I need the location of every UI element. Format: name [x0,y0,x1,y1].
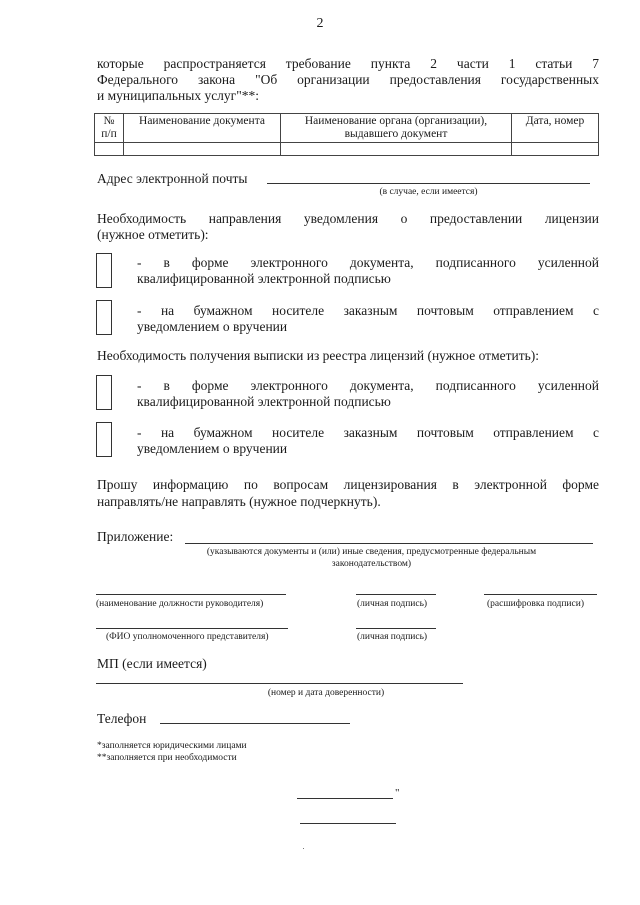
intro-line-1: которые распространяется требование пункта 2 части 1 статьи 7 [97,56,599,71]
email-field[interactable] [267,183,590,184]
table-row [95,143,599,156]
extract-title: Необходимость получения выписки из реестра лицензий (нужное отметить): [97,348,540,363]
head-position-field[interactable] [96,594,286,595]
table-header-cell: Дата, номер [512,114,599,143]
request-line-1: Прошу информацию по вопросам лицензирования в электронной форме [97,477,599,492]
notification-electronic-checkbox[interactable] [96,253,112,288]
footer-line-1 [297,798,393,799]
attachment-hint-line-2: законодательством) [331,559,412,569]
attachment-hint-line-1: (указываются документы и (или) иные сведения, предусмотренные федеральным [206,547,537,557]
table-cell[interactable] [281,143,512,156]
notification-title-line-1: Необходимость направления уведомления о предоставлении лицензии [97,211,599,226]
decoding-hint: (расшифровка подписи) [487,599,584,609]
footer-line-2 [300,823,396,824]
phone-field[interactable] [160,723,350,724]
table-header-cell: Наименование органа (организации), выдавшего документ [281,114,512,143]
representative-field[interactable] [96,628,288,629]
signature-field[interactable] [356,594,436,595]
stamp-label: МП (если имеется) [97,656,207,671]
phone-label: Телефон [97,711,147,726]
notification-option-1-line-2: квалифицированной электронной подписью [137,271,391,286]
signature-hint: (личная подпись) [357,599,428,609]
extract-option-2-line-1: - на бумажном носителе заказным почтовым отправлением с [137,425,599,440]
footnote-2: **заполняется при необходимости [97,753,237,763]
notification-title-line-2: (нужное отметить): [97,227,209,242]
footer-quote-mark: " [395,787,400,799]
extract-option-2-line-2: уведомлением о вручении [137,441,288,456]
extract-electronic-checkbox[interactable] [96,375,112,410]
attachment-field[interactable] [185,543,593,544]
table-header-cell: Наименование документа [124,114,281,143]
email-label: Адрес электронной почты [97,171,248,186]
table-cell[interactable] [124,143,281,156]
intro-line-2: Федерального закона "Об организации предоставления государственных [97,72,599,87]
notification-paper-checkbox[interactable] [96,300,112,335]
footnote-1: *заполняется юридическими лицами [97,741,247,751]
table-cell[interactable] [95,143,124,156]
extract-paper-checkbox[interactable] [96,422,112,457]
extract-option-1-line-1: - в форме электронного документа, подписанного усиленной [137,378,599,393]
power-of-attorney-hint: (номер и дата доверенности) [267,688,385,698]
table-cell[interactable] [512,143,599,156]
decoding-field[interactable] [484,594,597,595]
signature2-hint: (личная подпись) [357,632,428,642]
intro-line-3: и муниципальных услуг"**: [97,88,259,103]
notification-option-2-line-2: уведомлением о вручении [137,319,288,334]
head-position-hint: (наименование должности руководителя) [96,599,264,609]
attachment-label: Приложение: [97,529,174,544]
notification-option-1-line-1: - в форме электронного документа, подписанного усиленной [137,255,599,270]
extract-option-1-line-2: квалифицированной электронной подписью [137,394,391,409]
request-line-2: направлять/не направлять (нужное подчеркнуть). [97,494,381,509]
documents-table [94,113,599,156]
notification-option-2-line-1: - на бумажном носителе заказным почтовым отправлением с [137,303,599,318]
footer-dot [303,848,304,849]
power-of-attorney-field[interactable] [96,683,463,684]
signature2-field[interactable] [356,628,436,629]
email-hint: (в случае, если имеется) [379,187,478,197]
table-header-cell: № п/п [95,114,124,143]
page-number: 2 [316,16,324,31]
representative-hint: (ФИО уполномоченного представителя) [106,632,269,642]
table-header-row [95,114,599,143]
